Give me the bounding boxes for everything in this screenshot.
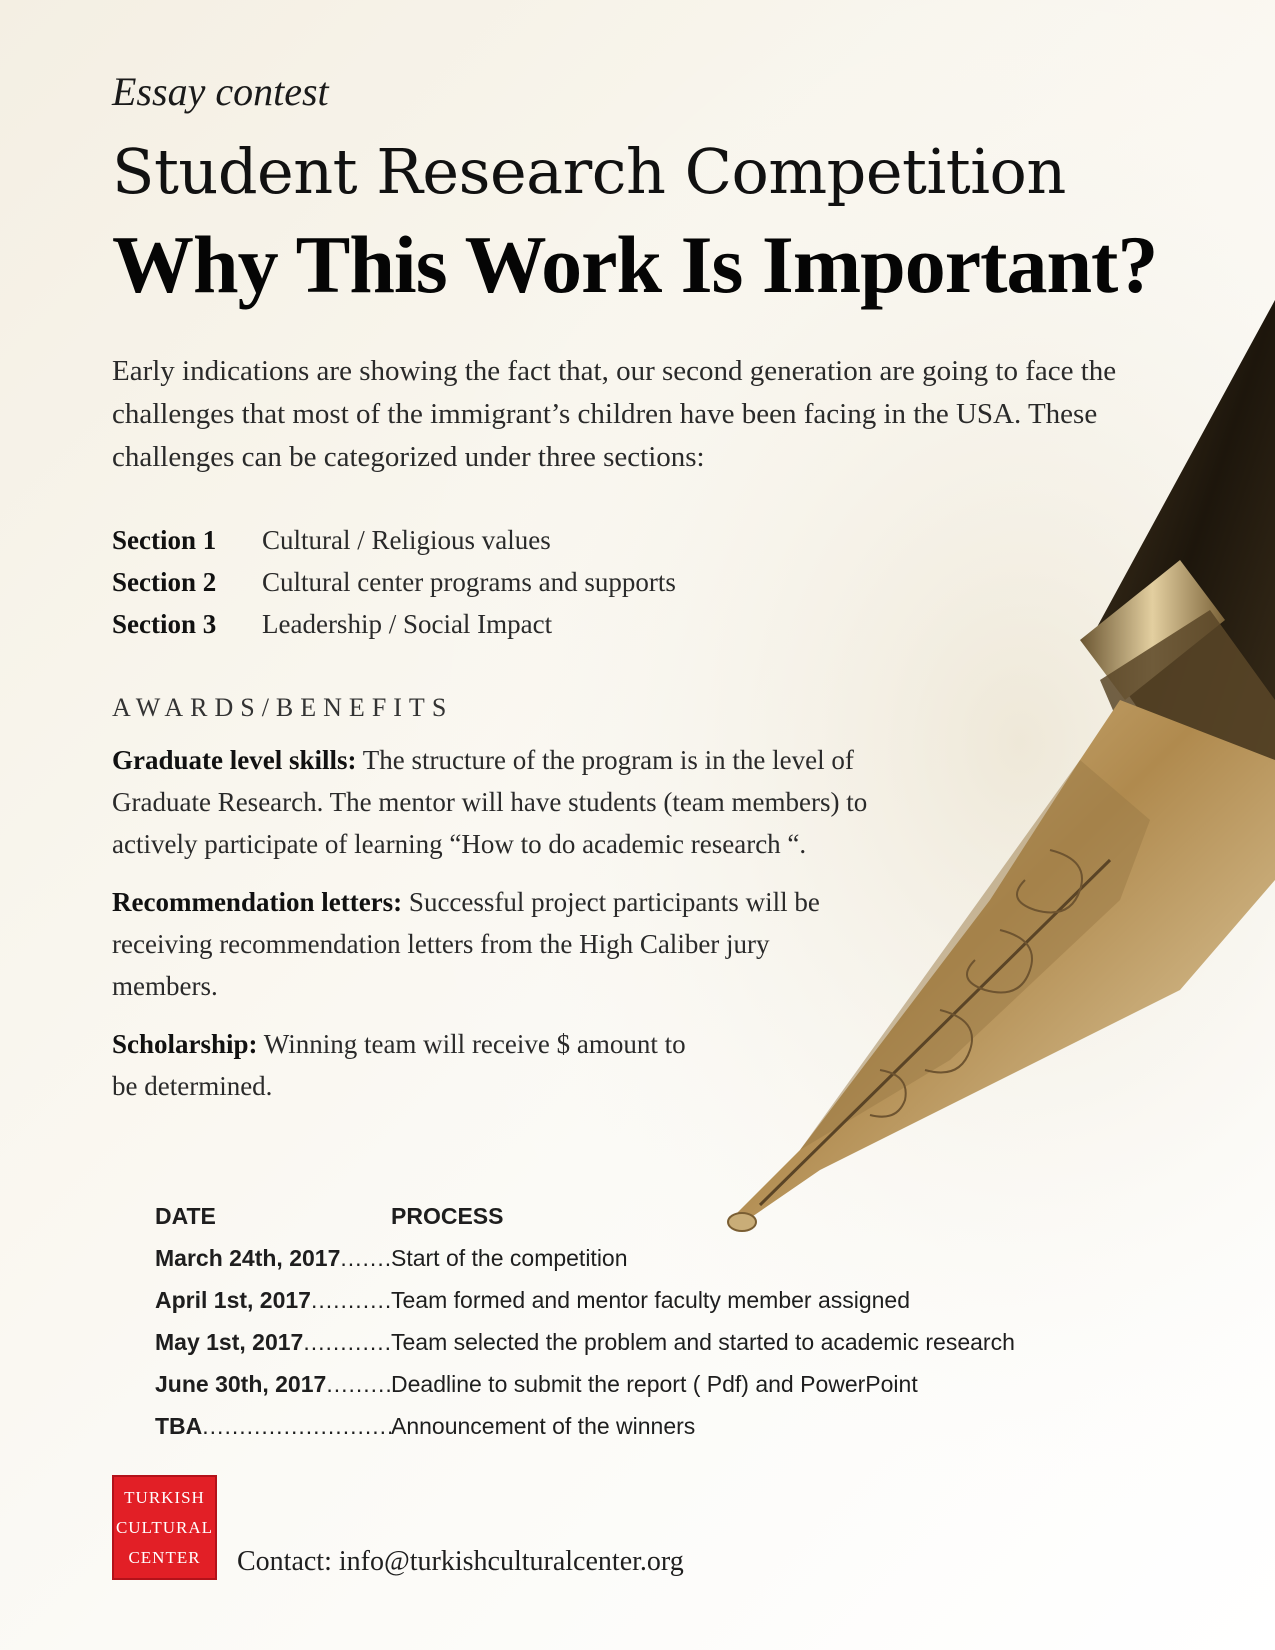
- award-text: Successful project participants will be receiving recommendation letters from the High Caliber jury members.: [112, 887, 820, 1002]
- section-label: Section 3: [112, 609, 217, 640]
- timeline-date: May 1st, 2017: [155, 1329, 304, 1355]
- timeline-date: April 1st, 2017: [155, 1287, 311, 1313]
- timeline-row: [155, 1405, 1015, 1447]
- timeline-row: [155, 1363, 1015, 1405]
- award-title: Recommendation letters:: [112, 887, 403, 918]
- timeline-date: March 24th, 2017: [155, 1245, 341, 1271]
- section-text: Cultural / Religious values: [262, 525, 551, 556]
- section-row: [112, 519, 1232, 561]
- main-content: [112, 70, 1232, 1107]
- timeline-header: [155, 1195, 1015, 1237]
- dot-leader: [340, 1237, 391, 1279]
- section-text: Cultural center programs and supports: [262, 567, 676, 598]
- sections-list: [112, 519, 1232, 645]
- contact-email[interactable]: Contact: info@turkishculturalcenter.org: [237, 1546, 684, 1577]
- award-title: Graduate level skills:: [112, 745, 357, 776]
- timeline-process: Deadline to submit the report ( Pdf) and PowerPoint: [391, 1371, 918, 1397]
- timeline-process: Announcement of the winners: [391, 1413, 696, 1439]
- date-column-header: DATE: [155, 1203, 216, 1229]
- turkish-cultural-center-logo: [112, 1475, 217, 1580]
- award-item: [112, 1023, 692, 1107]
- timeline-table: [155, 1195, 1015, 1447]
- dot-leader: [202, 1405, 391, 1447]
- logo-line: TURKISH: [124, 1487, 205, 1507]
- awards-heading: AWARDS/BENEFITS: [112, 693, 454, 723]
- timeline-process: Team selected the problem and started to academic research: [391, 1329, 1015, 1355]
- dot-leader: [311, 1279, 391, 1321]
- timeline-row: [155, 1321, 1015, 1363]
- timeline-row: [155, 1279, 1015, 1321]
- award-item: [112, 881, 872, 1007]
- eyebrow-label: Essay contest: [112, 69, 329, 114]
- logo-line: CULTURAL: [115, 1517, 214, 1537]
- timeline-date: TBA: [155, 1413, 203, 1439]
- timeline-row: [155, 1237, 1015, 1279]
- award-text: Winning team will receive $ amount to be determined.: [112, 1029, 686, 1102]
- logo-line: CENTER: [128, 1547, 201, 1567]
- intro-paragraph: Early indications are showing the fact that, our second generation are going to face the challenges that most of the immigrant’s children have been facing in the USA. These challenges can be categorized under three sections:: [112, 355, 1117, 474]
- timeline-process: Team formed and mentor faculty member assigned: [391, 1287, 911, 1313]
- process-column-header: PROCESS: [391, 1203, 504, 1229]
- award-text: The structure of the program is in the level of Graduate Research. The mentor will have students (team members) to actively participate of learning “How to do academic research “.: [112, 745, 868, 860]
- timeline-date: June 30th, 2017: [155, 1371, 327, 1397]
- page-title: Student Research Competition: [112, 135, 1066, 208]
- section-label: Section 1: [112, 525, 217, 556]
- section-text: Leadership / Social Impact: [262, 609, 553, 640]
- dot-leader: [326, 1363, 391, 1405]
- award-title: Scholarship:: [112, 1029, 258, 1060]
- section-row: [112, 603, 1232, 645]
- timeline-process: Start of the competition: [391, 1245, 628, 1271]
- dot-leader: [303, 1321, 391, 1363]
- footer: [112, 1475, 684, 1580]
- headline: Why This Work Is Important?: [112, 219, 1158, 311]
- section-label: Section 2: [112, 567, 217, 598]
- section-row: [112, 561, 1232, 603]
- award-item: [112, 739, 912, 865]
